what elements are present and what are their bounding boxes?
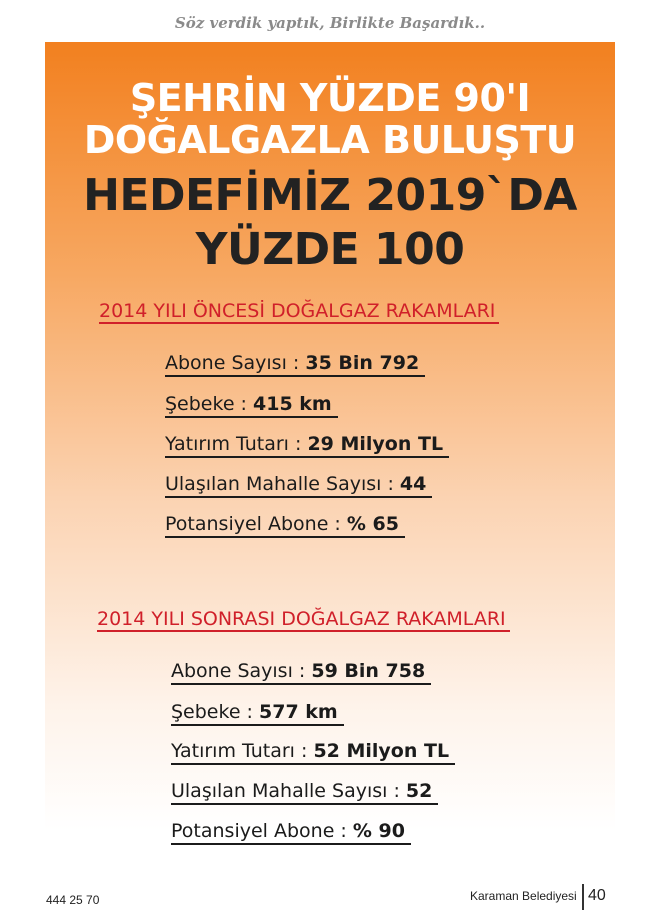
page-number: 40 <box>588 887 606 904</box>
after-row-investment <box>171 739 455 765</box>
headline-line-1: ŞEHRİN YÜZDE 90'I <box>129 76 531 120</box>
row-value: 59 Bin 758 <box>311 660 426 682</box>
after-row-potential <box>171 819 411 845</box>
row-value: 35 Bin 792 <box>305 352 420 374</box>
row-label: Abone Sayısı : <box>171 660 312 682</box>
before-row-neighborhoods <box>165 472 432 498</box>
row-label: Şebeke : <box>165 393 253 415</box>
row-label: Ulaşılan Mahalle Sayısı : <box>171 780 406 802</box>
row-label: Ulaşılan Mahalle Sayısı : <box>165 473 400 495</box>
row-value: 44 <box>399 473 427 495</box>
before-section-title: 2014 YILI ÖNCESİ DOĞALGAZ RAKAMLARI <box>99 300 499 324</box>
before-row-network <box>165 392 338 418</box>
content-panel <box>45 42 615 872</box>
footer-phone: 444 25 70 <box>46 893 100 907</box>
row-label: Abone Sayısı : <box>165 352 306 374</box>
row-value: 52 <box>405 780 433 802</box>
footer-publisher: Karaman Belediyesi <box>470 889 577 903</box>
row-label: Yatırım Tutarı : <box>171 740 314 762</box>
row-label: Yatırım Tutarı : <box>165 433 308 455</box>
before-row-potential <box>165 512 405 538</box>
row-value: % 90 <box>352 820 405 842</box>
headline-line-2: DOĞALGAZLA BULUŞTU <box>83 118 577 162</box>
after-row-neighborhoods <box>171 779 438 805</box>
row-label: Şebeke : <box>171 701 259 723</box>
page-divider <box>582 884 584 910</box>
row-label: Potansiyel Abone : <box>171 820 353 842</box>
row-value: 415 km <box>253 393 332 415</box>
slogan: Söz verdik yaptık, Birlikte Başardık.. <box>174 14 486 32</box>
after-row-subscribers <box>171 659 431 685</box>
before-row-subscribers <box>165 351 425 377</box>
row-label: Potansiyel Abone : <box>165 513 347 535</box>
headline-line-3: HEDEFİMİZ 2019`DA <box>83 170 577 221</box>
headline-line-4: YÜZDE 100 <box>195 224 465 275</box>
row-value: 577 km <box>259 701 338 723</box>
after-row-network <box>171 700 344 726</box>
before-row-investment <box>165 432 449 458</box>
row-value: 29 Milyon TL <box>307 433 444 455</box>
after-section-title: 2014 YILI SONRASI DOĞALGAZ RAKAMLARI <box>97 608 510 632</box>
row-value: 52 Milyon TL <box>313 740 450 762</box>
row-value: % 65 <box>346 513 399 535</box>
